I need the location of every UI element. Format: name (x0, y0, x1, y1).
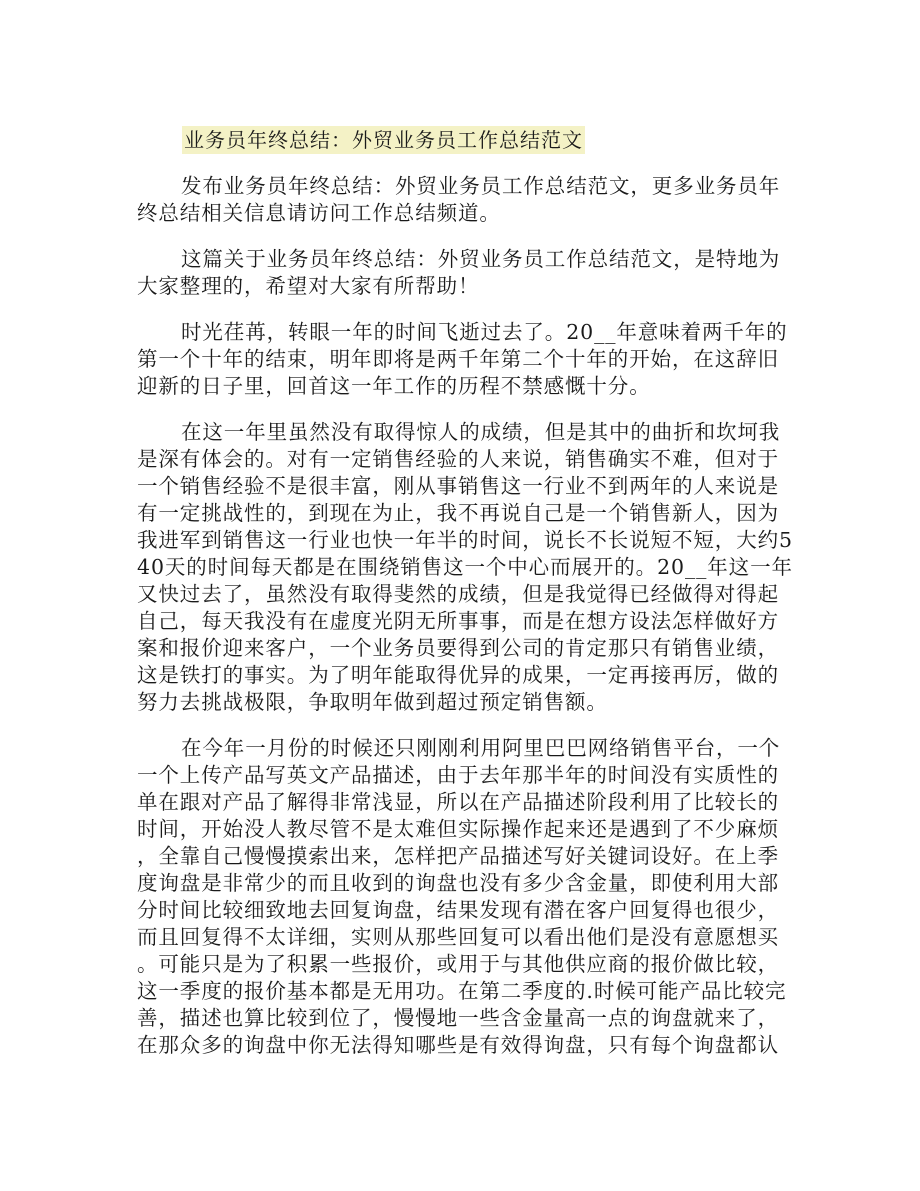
paragraph-line: 迎新的日子里，回首这一年工作的历程不禁感慨十分。 (137, 374, 651, 398)
paragraph-line: 是深有体会的。对有一定销售经验的人来说，销售确实不难，但对于 (137, 447, 779, 471)
paragraph-line: 这篇关于业务员年终总结：外贸业务员工作总结范文，是特地为 (181, 247, 781, 271)
paragraph-line: 又快过去了，虽然没有取得斐然的成绩，但是我觉得已经做得对得起 (137, 582, 779, 606)
paragraph-line: 一个销售经验不是很丰富，刚从事销售这一行业不到两年的人来说是 (137, 474, 779, 498)
paragraph-line: 发布业务员年终总结：外贸业务员工作总结范文，更多业务员年 (181, 174, 781, 198)
paragraph-line: 在那众多的询盘中你无法得知哪些是有效得询盘，只有每个询盘都认 (137, 1033, 779, 1057)
paragraph (137, 735, 787, 1059)
paragraph-line: 大家整理的，希望对大家有所帮助！ (137, 274, 480, 298)
paragraph-line: 在这一年里虽然没有取得惊人的成绩，但是其中的曲折和坎坷我 (181, 420, 781, 444)
paragraph (137, 173, 787, 227)
paragraph-line: 这一季度的报价基本都是无用功。在第二季度的.时候可能产品比较完 (137, 979, 787, 1003)
paragraph-line: ，全靠自己慢慢摸索出来，怎样把产品描述写好关键词设好。在上季 (137, 844, 779, 868)
paragraph-line: 40天的时间每天都是在围绕销售这一个中心而展开的。20__年这一年 (137, 555, 793, 579)
paragraph-line: 。可能只是为了积累一些报价，或用于与其他供应商的报价做比较， (137, 952, 779, 976)
document-title: 业务员年终总结：外贸业务员工作总结范文 (184, 128, 583, 152)
paragraph (137, 319, 787, 400)
paragraph-line: 分时间比较细致地去回复询盘，结果发现有潜在客户回复得也很少， (137, 898, 779, 922)
paragraph-line: 有一定挑战性的，到现在为止，我不再说自己是一个销售新人，因为 (137, 501, 779, 525)
paragraph (137, 246, 787, 300)
paragraph (137, 419, 793, 716)
paragraph-line: 一个上传产品写英文产品描述，由于去年那半年的时间没有实质性的 (137, 763, 779, 787)
paragraph-line: 而且回复得不太详细，实则从那些回复可以看出他们是没有意愿想买 (137, 925, 779, 949)
paragraph-line: 在今年一月份的时候还只刚刚利用阿里巴巴网络销售平台，一个 (181, 736, 781, 760)
paragraph-line: 案和报价迎来客户，一个业务员要得到公司的肯定那只有销售业绩， (137, 636, 779, 660)
document-body (137, 173, 793, 1059)
paragraph-line: 时光荏苒，转眼一年的时间飞逝过去了。20__年意味着两千年的 (181, 320, 788, 344)
paragraph-line: 我进军到销售这一行业也快一年半的时间，说长不长说短不短，大约5 (137, 528, 793, 552)
paragraph-line: 努力去挑战极限，争取明年做到超过预定销售额。 (137, 690, 608, 714)
document-page (137, 126, 793, 1059)
paragraph-line: 时间，开始没人教尽管不是太难但实际操作起来还是遇到了不少麻烦 (137, 817, 779, 841)
paragraph-line: 第一个十年的结束，明年即将是两千年第二个十年的开始，在这辞旧 (137, 347, 779, 371)
paragraph-line: 单在跟对产品了解得非常浅显，所以在产品描述阶段利用了比较长的 (137, 790, 779, 814)
paragraph-line: 善，描述也算比较到位了，慢慢地一些含金量高一点的询盘就来了， (137, 1006, 779, 1030)
paragraph-line: 终总结相关信息请访问工作总结频道。 (137, 201, 501, 225)
paragraph-line: 度询盘是非常少的而且收到的询盘也没有多少含金量，即使利用大部 (137, 871, 779, 895)
paragraph-line: 这是铁打的事实。为了明年能取得优异的成果，一定再接再厉，做的 (137, 663, 779, 687)
paragraph-line: 自己，每天我没有在虚度光阴无所事事，而是在想方设法怎样做好方 (137, 609, 779, 633)
